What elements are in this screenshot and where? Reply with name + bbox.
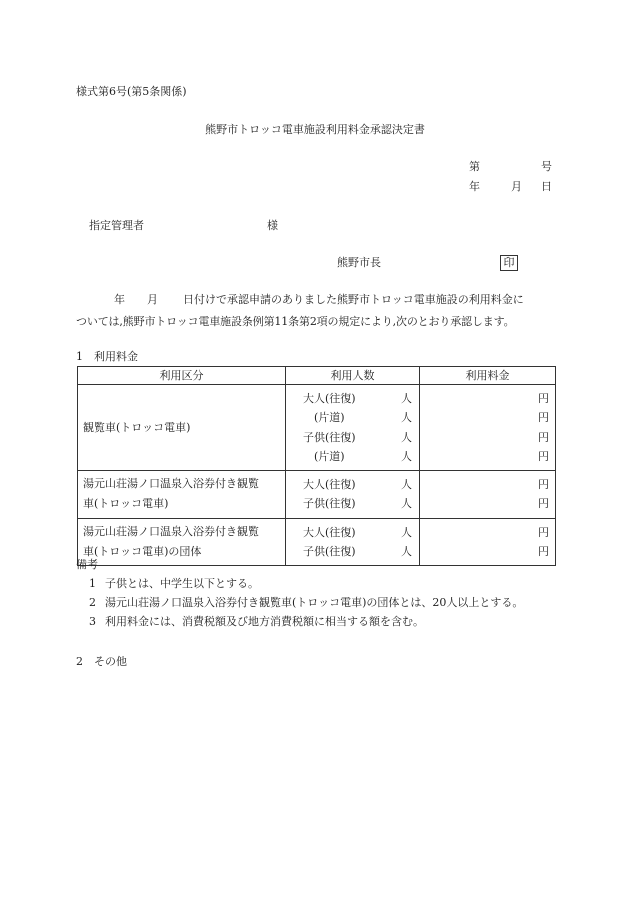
unit-person: 人 [401, 525, 412, 539]
passenger-type: (片道) [303, 449, 345, 463]
category-label: 車(トロッコ電車) [83, 497, 169, 511]
category-label: 湯元山荘湯ノ口温泉入浴券付き観覧 [83, 477, 259, 491]
unit-person: 人 [401, 411, 412, 425]
count-cell [286, 518, 420, 566]
unit-person: 人 [401, 392, 412, 405]
body-text-1: 日付けで承認申請のありました熊野市トロッコ電車施設の利用料金に [183, 293, 524, 306]
category-label: 湯元山荘湯ノ口温泉入浴券付き観覧 [83, 525, 259, 539]
unit-yen: 円 [538, 525, 549, 539]
note-number: 1 [89, 577, 96, 590]
passenger-type: 大人(往復) [303, 478, 356, 492]
note-number: 2 [89, 596, 96, 609]
fee-cell [420, 385, 556, 471]
form-number: 様式第6号(第5条関係) [76, 85, 187, 98]
category-label: 車(トロッコ電車)の団体 [83, 545, 202, 559]
note-text: 湯元山荘湯ノ口温泉入浴券付き観覧車(トロッコ電車)の団体とは、20人以上とする。 [105, 596, 524, 609]
fee-cell [420, 471, 556, 519]
note-text: 利用料金には、消費税額及び地方消費税額に相当する額を含む。 [105, 615, 424, 628]
section-1-heading: 1 利用料金 [76, 350, 138, 363]
count-cell [286, 385, 420, 471]
table-row [78, 471, 556, 519]
header-category: 利用区分 [78, 367, 286, 385]
count-cell [286, 471, 420, 519]
note-item [89, 597, 523, 608]
section-2-heading: 2 その他 [76, 655, 127, 668]
category-cell [78, 471, 286, 519]
unit-person: 人 [401, 545, 412, 559]
unit-yen: 円 [538, 545, 549, 559]
addressee-honorific: 様 [267, 219, 278, 232]
table-header-row [78, 367, 556, 385]
note-text: 子供とは、中学生以下とする。 [105, 577, 259, 590]
category-cell [78, 518, 286, 566]
unit-yen: 円 [538, 392, 549, 405]
note-item [89, 578, 259, 589]
note-item [89, 616, 424, 627]
seal-mark: 印 [500, 255, 518, 271]
table-row [78, 518, 556, 566]
passenger-type: 子供(往復) [303, 545, 356, 559]
unit-yen: 円 [538, 449, 549, 463]
unit-yen: 円 [538, 497, 549, 511]
passenger-type: 大人(往復) [303, 392, 356, 405]
category-cell [78, 385, 286, 471]
header-count: 利用人数 [286, 367, 420, 385]
unit-yen: 円 [538, 430, 549, 444]
unit-person: 人 [401, 449, 412, 463]
unit-person: 人 [401, 430, 412, 444]
addressee-label: 指定管理者 [89, 219, 144, 232]
table-row [78, 385, 556, 471]
document-title: 熊野市トロッコ電車施設利用料金承認決定書 [205, 123, 425, 136]
body-year: 年 [114, 293, 125, 306]
note-number: 3 [89, 615, 96, 628]
passenger-type: 子供(往復) [303, 497, 356, 511]
passenger-type: 子供(往復) [303, 430, 356, 444]
passenger-type: (片道) [303, 411, 345, 425]
unit-person: 人 [401, 497, 412, 511]
doc-number-suffix: 号 [541, 160, 552, 173]
body-month: 月 [147, 293, 158, 306]
date-month: 月 [511, 180, 522, 193]
unit-person: 人 [401, 478, 412, 492]
issuer-name: 熊野市長 [337, 256, 381, 269]
fee-table [77, 366, 556, 566]
unit-yen: 円 [538, 411, 549, 425]
date-day: 日 [541, 180, 552, 193]
notes-heading: 備考 [76, 558, 98, 571]
date-year: 年 [469, 180, 480, 193]
header-fee: 利用料金 [420, 367, 556, 385]
doc-number-prefix: 第 [469, 160, 480, 173]
passenger-type: 大人(往復) [303, 525, 356, 539]
unit-yen: 円 [538, 478, 549, 492]
fee-cell [420, 518, 556, 566]
body-line-2: ついては,熊野市トロッコ電車施設条例第11条第2項の規定により,次のとおり承認します。 [76, 315, 515, 328]
category-label: 観覧車(トロッコ電車) [83, 420, 191, 434]
